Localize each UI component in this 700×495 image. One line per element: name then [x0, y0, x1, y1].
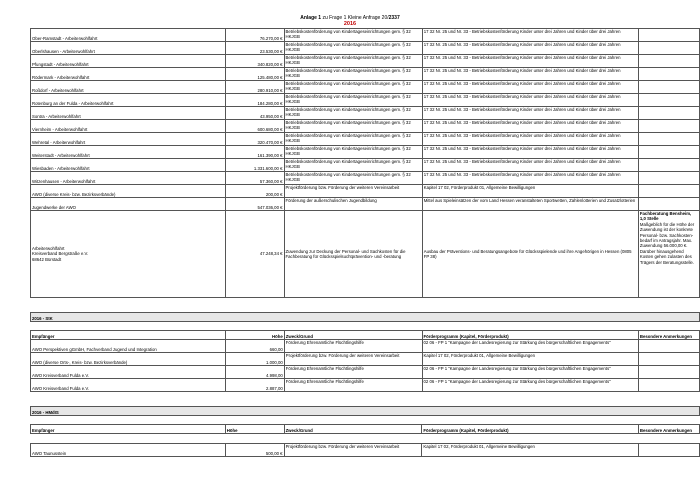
funding-table-stk: [30, 312, 700, 392]
notes-cell: [638, 185, 699, 198]
notes-cell: [638, 42, 699, 55]
note-text: Maßgeblich für die Höhe der Zuwendung ist der konkrete Personal- bzw. Sachkosten-bedarf im Antragsjahr. Max. Zuwendung 56.000,00 €. Darüber hinausgehend Kosten gehen zulasten des Trägers der Beratungsstelle.: [639, 221, 695, 265]
recipient-line: 68642 Bürstadt: [32, 256, 62, 262]
program-cell: 17 32 Nr. 25 und Nr. 33 - Betriebskostenförderung Kinder unter drei Jahren und Kinder über drei Jahren: [422, 146, 638, 159]
amount-cell: 2.887,00: [226, 379, 285, 392]
program-cell: 17 32 Nr. 25 und Nr. 33 - Betriebskostenförderung Kinder unter drei Jahren und Kinder über drei Jahren: [422, 29, 638, 42]
recipient-cell: AWO (diverse Kreis- bzw. Bezirksverbände): [31, 185, 226, 198]
title-rest: zu Frage 1 Kleine Anfrage 20/: [321, 15, 389, 21]
notes-cell: [638, 120, 699, 133]
purpose-cell: Betriebskostenförderung von Kindertageseinrichtungen gem. § 32 HKJGB: [284, 133, 422, 146]
amount-cell: 600.680,00 €: [225, 120, 284, 133]
notes-cell: [638, 444, 699, 457]
amount-cell: 1.331.600,00 €: [225, 159, 284, 172]
table-row: [31, 107, 700, 120]
title-number: 2337: [388, 15, 400, 21]
col-header-recipient: Empfänger: [31, 425, 226, 434]
recipient-cell: Rödermark - Arbeiterwohlfahrt: [31, 68, 226, 81]
amount-cell: 125.480,00 €: [225, 68, 284, 81]
table-row: [31, 366, 700, 379]
purpose-cell: Betriebskostenförderung von Kindertageseinrichtungen gem. § 32 HKJGB: [284, 55, 422, 68]
column-header-row: [31, 425, 700, 434]
purpose-cell: Projektförderung bzw. Förderung der weiteren Vereinsarbeit: [284, 353, 422, 366]
program-cell: Kapitel 17 02, Förderprodukt 01, Allgemeine Bewilligungen: [422, 185, 638, 198]
table-row: [31, 29, 700, 42]
table-row: [31, 146, 700, 159]
table-row: [31, 81, 700, 94]
notes-cell: [638, 353, 699, 366]
amount-cell: 660,00: [226, 340, 285, 353]
col-header-recipient: Empfänger: [31, 331, 226, 340]
program-cell: 17 32 Nr. 25 und Nr. 33 - Betriebskostenförderung Kinder unter drei Jahren und Kinder über drei Jahren: [422, 159, 638, 172]
recipient-cell: Ober-Ramstadt - Arbeiterwohlfahrt: [31, 29, 226, 42]
table-row: [31, 185, 700, 198]
program-cell: 17 32 Nr. 25 und Nr. 33 - Betriebskostenförderung Kinder unter drei Jahren und Kinder über drei Jahren: [422, 55, 638, 68]
program-cell: Kapitel 17 02, Förderprodukt 01, Allgemeine Bewilligungen: [422, 444, 638, 457]
program-cell: 17 32 Nr. 25 und Nr. 33 - Betriebskostenförderung Kinder unter drei Jahren und Kinder über drei Jahren: [422, 172, 638, 185]
purpose-cell: Betriebskostenförderung von Kindertageseinrichtungen gem. § 32 HKJGB: [284, 172, 422, 185]
purpose-cell: Förderung Ehrenamtliche Flüchtlingshilfe: [284, 340, 422, 353]
recipient-cell: Roßdorf - Arbeiterwohlfahrt: [31, 81, 226, 94]
note-title: Fachberatung Bensheim, 1,0 Stelle: [639, 211, 692, 222]
spacer-row: [31, 416, 700, 425]
program-cell: 17 32 Nr. 25 und Nr. 33 - Betriebskostenförderung Kinder unter drei Jahren und Kinder über drei Jahren: [422, 133, 638, 146]
notes-cell: [638, 29, 699, 42]
purpose-cell: Betriebskostenförderung von Kindertageseinrichtungen gem. § 32 HKJGB: [284, 81, 422, 94]
purpose-cell: Betriebskostenförderung von Kindertageseinrichtungen gem. § 32 HKJGB: [284, 68, 422, 81]
purpose-cell: Betriebskostenförderung von Kindertageseinrichtungen gem. § 32 HKJGB: [284, 42, 422, 55]
col-header-purpose: Zweck/Grund: [284, 425, 422, 434]
recipient-cell: AWO Kreisverband Fulda e.V.: [31, 366, 226, 379]
program-cell: 17 32 Nr. 25 und Nr. 33 - Betriebskostenförderung Kinder unter drei Jahren und Kinder über drei Jahren: [422, 42, 638, 55]
section-header-row: [31, 407, 700, 416]
purpose-cell: Projektförderung bzw. Förderung der weiteren Vereinsarbeit: [284, 444, 422, 457]
table-row: [31, 444, 700, 457]
amount-cell: 43.950,00 €: [225, 107, 284, 120]
amount-cell: 500,00 €: [225, 444, 284, 457]
purpose-cell: Zuwendung zur Deckung der Personal- und Sachkosten für die Fachberatung für Glücksspielsuchtprävention- und -beratung: [284, 211, 422, 298]
purpose-cell: Projektförderung bzw. Förderung der weiteren Vereinsarbeit: [284, 185, 422, 198]
col-header-notes: Besondere Anmerkungen: [638, 425, 699, 434]
amount-cell: 76.270,00 €: [225, 29, 284, 42]
table-row: [31, 159, 700, 172]
recipient-cell: Weiterstadt - Arbeiterwohlfahrt: [31, 146, 226, 159]
purpose-cell: Betriebskostenförderung von Kindertageseinrichtungen gem. § 32 HKJGB: [284, 120, 422, 133]
amount-cell: 161.390,00 €: [225, 146, 284, 159]
notes-cell: [638, 107, 699, 120]
col-header-purpose: Zweck/Grund: [284, 331, 422, 340]
notes-cell: [638, 211, 699, 298]
document-year: 2016: [343, 21, 357, 27]
section-header-row: [31, 313, 700, 322]
table-row: [31, 68, 700, 81]
section-title: 2016 - HMdIS: [31, 407, 700, 416]
recipient-cell: Wiesbaden - Arbeiterwohlfahrt: [31, 159, 226, 172]
notes-cell: [638, 172, 699, 185]
amount-cell: 280.910,00 €: [225, 81, 284, 94]
col-header-amount: Höhe: [225, 425, 284, 434]
notes-cell: [638, 68, 699, 81]
program-cell: 17 32 Nr. 25 und Nr. 33 - Betriebskostenförderung Kinder unter drei Jahren und Kinder über drei Jahren: [422, 81, 638, 94]
amount-cell: 23.530,00 €: [225, 42, 284, 55]
amount-cell: 57.360,00 €: [225, 172, 284, 185]
purpose-cell: Betriebskostenförderung von Kindertageseinrichtungen gem. § 32 HKJGB: [284, 94, 422, 107]
notes-cell: [638, 133, 699, 146]
recipient-cell: Rotenburg an der Fulda - Arbeiterwohlfahrt: [31, 94, 226, 107]
purpose-cell: Förderung Ehrenamtliche Flüchtlingshilfe: [284, 379, 422, 392]
notes-cell: [638, 340, 699, 353]
funding-table-hmdis: [30, 406, 700, 457]
program-cell: 02 06 - FP 1 "Kampagne der Landesregierung zur Stärkung des bürgerschaftlichen Engagements": [422, 366, 638, 379]
notes-cell: [638, 146, 699, 159]
notes-cell: [638, 159, 699, 172]
program-cell: 02 06 - FP 1 "Kampagne der Landesregierung zur Stärkung des bürgerschaftlichen Engagements": [422, 340, 638, 353]
recipient-cell: Jugendwerke der AWO: [31, 198, 226, 211]
recipient-cell: Oberlshausen - Arbeiterwohlfahrt: [31, 42, 226, 55]
notes-cell: [638, 198, 699, 211]
table-row: [31, 120, 700, 133]
recipient-cell: Sontra - Arbeiterwohlfahrt: [31, 107, 226, 120]
program-cell: 02 06 - FP 1 "Kampagne der Landesregierung zur Stärkung des bürgerschaftlichen Engagements": [422, 379, 638, 392]
title-prefix: Anlage 1: [300, 15, 322, 21]
funding-table-main: [30, 28, 700, 298]
purpose-cell: Betriebskostenförderung von Kindertageseinrichtungen gem. § 32 HKJGB: [284, 159, 422, 172]
spacer-row: [31, 322, 700, 331]
table-row: [31, 55, 700, 68]
table-row-special: [31, 211, 700, 298]
recipient-line: Arbeiterwohlfahrt: [32, 245, 65, 251]
recipient-cell: AWO Taunusstein: [31, 444, 226, 457]
notes-cell: [638, 55, 699, 68]
amount-cell: 200,00 €: [225, 185, 284, 198]
program-cell: 17 32 Nr. 25 und Nr. 33 - Betriebskostenförderung Kinder unter drei Jahren und Kinder über drei Jahren: [422, 120, 638, 133]
amount-cell: 4.998,00: [226, 366, 285, 379]
col-header-program: Förderprogramm (Kapitel, Förderprodukt): [422, 425, 638, 434]
recipient-cell: Pfungstadt - Arbeiterwohlfahrt: [31, 55, 226, 68]
notes-cell: [638, 379, 699, 392]
purpose-cell: Förderung der außerschulischen Jugendbildung: [284, 198, 422, 211]
section-title: 2016 - StK: [31, 313, 700, 322]
col-header-program: Förderprogramm (Kapitel, Förderprodukt): [422, 331, 638, 340]
purpose-cell: Betriebskostenförderung von Kindertageseinrichtungen gem. § 32 HKJGB: [284, 146, 422, 159]
program-cell: Mittel aus Spieleinsätzen der vom Land Hessen veranstalteten Sportwetten, Zahlenlotterien und Zusatzlotterien: [422, 198, 638, 211]
table-row: [31, 133, 700, 146]
purpose-cell: Betriebskostenförderung von Kindertageseinrichtungen gem. § 32 HKJGB: [284, 29, 422, 42]
program-cell: Kapitel 17 02, Förderprodukt 01, Allgemeine Bewilligungen: [422, 353, 638, 366]
purpose-cell: Betriebskostenförderung von Kindertageseinrichtungen gem. § 32 HKJGB: [284, 107, 422, 120]
recipient-line: Kreisverband Bergstraße e.V.: [32, 251, 89, 257]
table-row: [31, 353, 700, 366]
notes-cell: [638, 81, 699, 94]
table-row: [31, 42, 700, 55]
program-cell: 17 32 Nr. 25 und Nr. 33 - Betriebskostenförderung Kinder unter drei Jahren und Kinder über drei Jahren: [422, 94, 638, 107]
recipient-cell: AWO Perspektiven gGmbH, Fachverband Jugend und Integration: [31, 340, 226, 353]
col-header-notes: Besondere Anmerkungen: [638, 331, 699, 340]
recipient-cell: AWO (diverse Orts-, Kreis- bzw. Bezirksverbände): [31, 353, 226, 366]
recipient-cell: AWO Kreisverband Fulda e.V.: [31, 379, 226, 392]
table-row: [31, 379, 700, 392]
notes-cell: [638, 94, 699, 107]
amount-cell: 1.000,00: [226, 353, 285, 366]
table-row: [31, 94, 700, 107]
table-row: [31, 340, 700, 353]
program-cell: 17 32 Nr. 25 und Nr. 33 - Betriebskostenförderung Kinder unter drei Jahren und Kinder über drei Jahren: [422, 107, 638, 120]
amount-cell: 47.248,34 €: [225, 211, 284, 298]
col-header-amount: Höhe: [226, 331, 285, 340]
amount-cell: 184.280,00 €: [225, 94, 284, 107]
recipient-cell: Wehretal - Arbeiterwohlfahrt: [31, 133, 226, 146]
table-row: [31, 198, 700, 211]
amount-cell: 340.820,00 €: [225, 55, 284, 68]
recipient-cell: [31, 211, 226, 298]
program-cell: 17 32 Nr. 25 und Nr. 33 - Betriebskostenförderung Kinder unter drei Jahren und Kinder über drei Jahren: [422, 68, 638, 81]
notes-cell: [638, 366, 699, 379]
purpose-cell: Förderung Ehrenamtliche Flüchtlingshilfe: [284, 366, 422, 379]
amount-cell: 320.470,00 €: [225, 133, 284, 146]
recipient-cell: Viernheim - Arbeiterwohlfahrt: [31, 120, 226, 133]
recipient-cell: Witzenhausen - Arbeiterwohlfahrt: [31, 172, 226, 185]
column-header-row: [31, 331, 700, 340]
amount-cell: 547.036,00 €: [225, 198, 284, 211]
spacer-row: [31, 434, 700, 444]
program-cell: Ausbau der Präventions- und Beratungsangebote für Glücksspielende und ihre Angehörigen in Hessen (0805 FP 38): [422, 211, 638, 298]
table-row: [31, 172, 700, 185]
